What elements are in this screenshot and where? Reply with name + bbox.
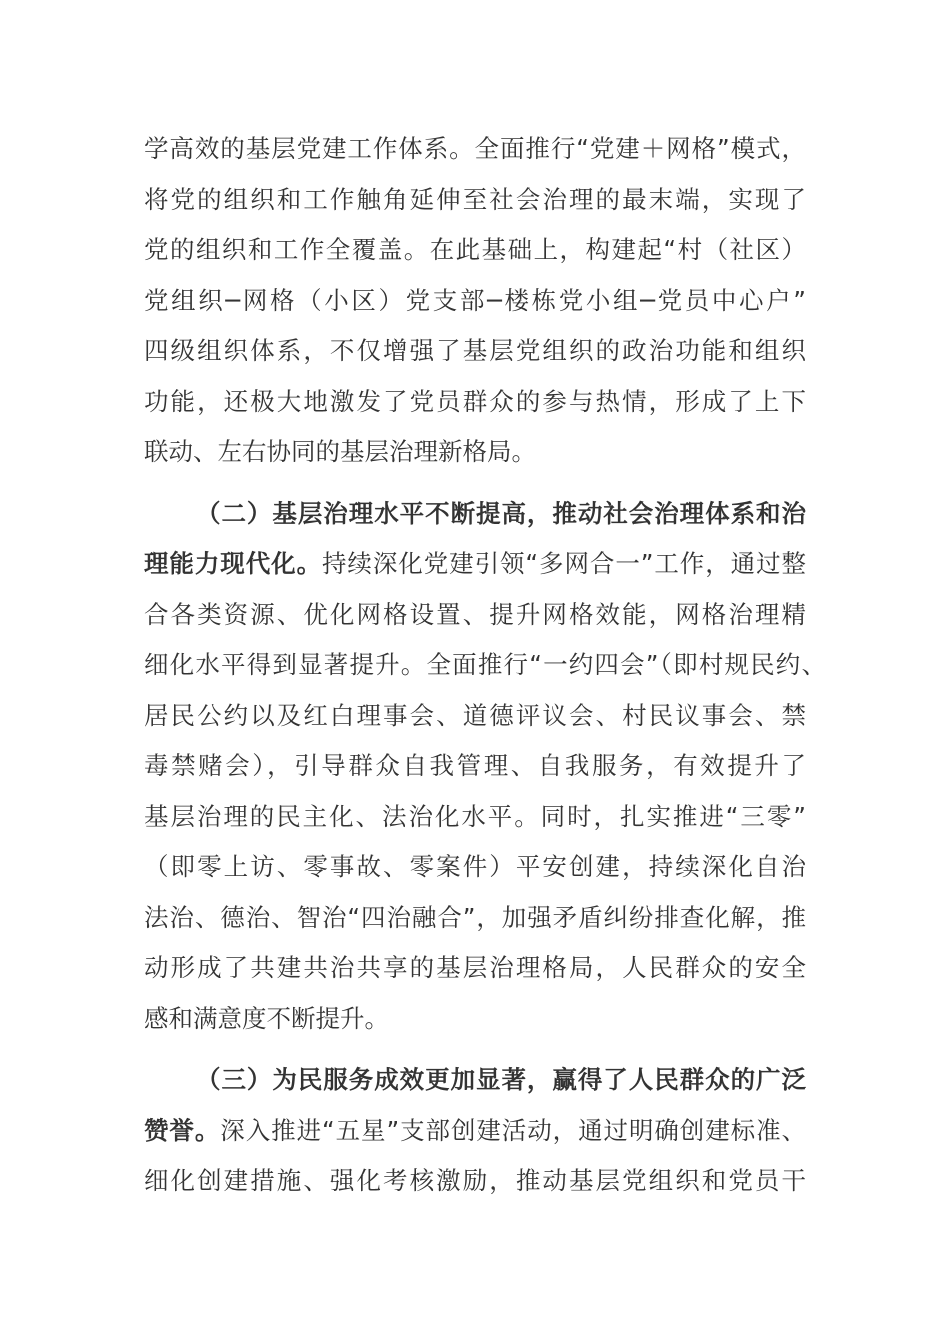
section-heading: 理能力现代化。 [144,549,322,578]
section-heading: （二）基层治理水平不断提高，推动社会治理体系和治 [196,498,806,528]
paragraph-2 [144,489,826,1045]
text-line [144,539,806,590]
text-line: 合各类资源、优化网格设置、提升网格效能，网格治理精 [144,599,806,629]
text-line: 学高效的基层党建工作体系。全面推行“党建＋网格”模式， [144,134,806,163]
text-line: 法治、德治、智治“四治融合”，加强矛盾纠纷排查化解，推 [144,902,806,932]
text-line: 联动、左右协同的基层治理新格局。 [144,437,536,466]
text-line [144,1106,806,1157]
body-text: 深入推进“五星”支部创建活动，通过明确创建标准、 [220,1115,807,1145]
text-line: 党的组织和工作全覆盖。在此基础上，构建起“村（社区） [144,235,806,264]
text-line: 将党的组织和工作触角延伸至社会治理的最末端，实现了 [144,184,806,214]
text-line: 四级组织体系，不仅增强了基层党组织的政治功能和组织 [144,336,806,365]
text-line: （即零上访、零事故、零案件）平安创建，持续深化自治 [144,852,806,881]
text-line: 党组织─网格（小区）党支部─楼栋党小组─党员中心户” [144,285,806,315]
text-line: 居民公约以及红白理事会、道德评议会、村民议事会、禁 [144,700,806,730]
text-line: 毒禁赌会），引导群众自我管理、自我服务，有效提升了 [144,751,806,780]
text-line: 感和满意度不断提升。 [144,1003,389,1033]
text-line: 基层治理的民主化、法治化水平。同时，扎实推进“三零” [144,801,806,831]
section-heading-line [144,489,806,540]
paragraph-3 [144,1055,806,1207]
text-line: 功能，还极大地激发了党员群众的参与热情，形成了上下 [144,386,806,416]
section-heading-line [144,1055,806,1106]
section-heading: （三）为民服务成效更加显著，赢得了人民群众的广泛 [196,1065,806,1094]
body-text: 持续深化党建引领“多网合一”工作，通过整 [322,549,807,578]
document-body [144,124,826,1207]
text-line: 细化水平得到显著提升。全面推行“一约四会”（即村规民约、 [144,650,826,679]
text-line: 细化创建措施、强化考核激励，推动基层党组织和党员干 [144,1166,806,1195]
text-line: 动形成了共建共治共享的基层治理格局，人民群众的安全 [144,953,806,982]
paragraph-1 [144,124,806,478]
section-heading: 赞誉。 [144,1115,221,1145]
